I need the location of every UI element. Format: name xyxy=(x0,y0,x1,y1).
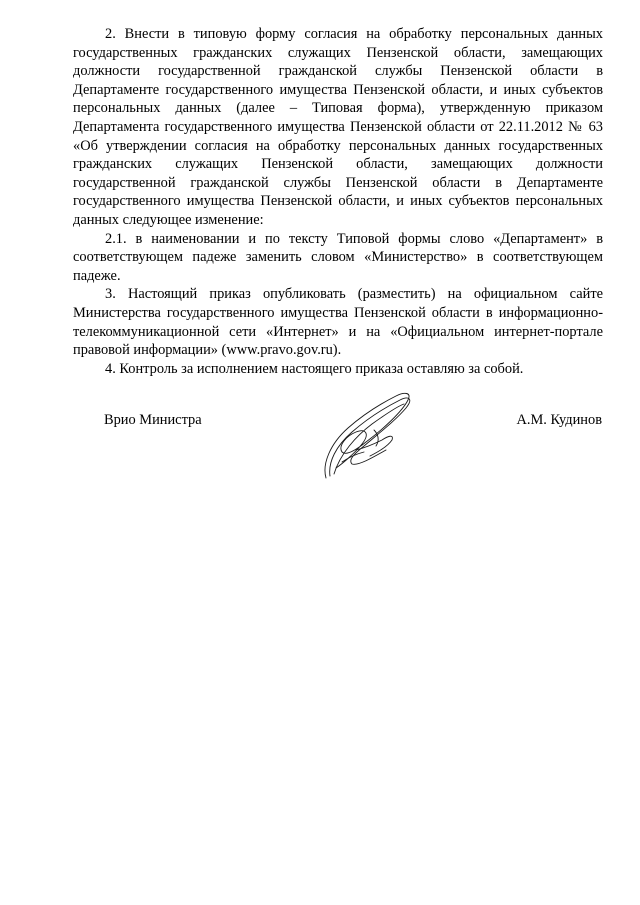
signatory-name: А.М. Кудинов xyxy=(516,412,602,428)
paragraph-item-2-1: 2.1. в наименовании и по тексту Типовой формы слово «Департамент» в соответствующем падеже заменить словом «Министерство» в соответствующем падеже. xyxy=(73,230,603,284)
document-body xyxy=(73,25,603,378)
handwritten-signature-icon xyxy=(312,384,422,484)
paragraph-item-3: 3. Настоящий приказ опубликовать (разместить) на официальном сайте Министерства государственного имущества Пензенской области в информационно-телекоммуникационной сети «Интернет» и на «Официальном интернет-портале правовой информации» (www.pravo.gov.ru). xyxy=(73,286,603,359)
paragraph-item-2: 2. Внести в типовую форму согласия на обработку персональных данных государственных гражданских служащих Пензенской области, замещающих должности государственной гражданской службы Пензенской области в Департаменте государственного имущества Пензенской области, и иных субъектов персональных данных (далее – Типовая форма), утвержденную приказом Департамента государственного имущества Пензенской области от 22.11.2012 № 63 «Об утверждении согласия на обработку персональных данных государственных гражданских служащих Пензенской области, замещающих должности государственной гражданской службы Пензенской области в Департаменте государственного имущества Пензенской области, и иных субъектов персональных данных следующее изменение: xyxy=(73,26,603,228)
paragraph-item-4: 4. Контроль за исполнением настоящего приказа оставляю за собой. xyxy=(105,360,524,377)
signatory-position: Врио Министра xyxy=(104,412,202,428)
